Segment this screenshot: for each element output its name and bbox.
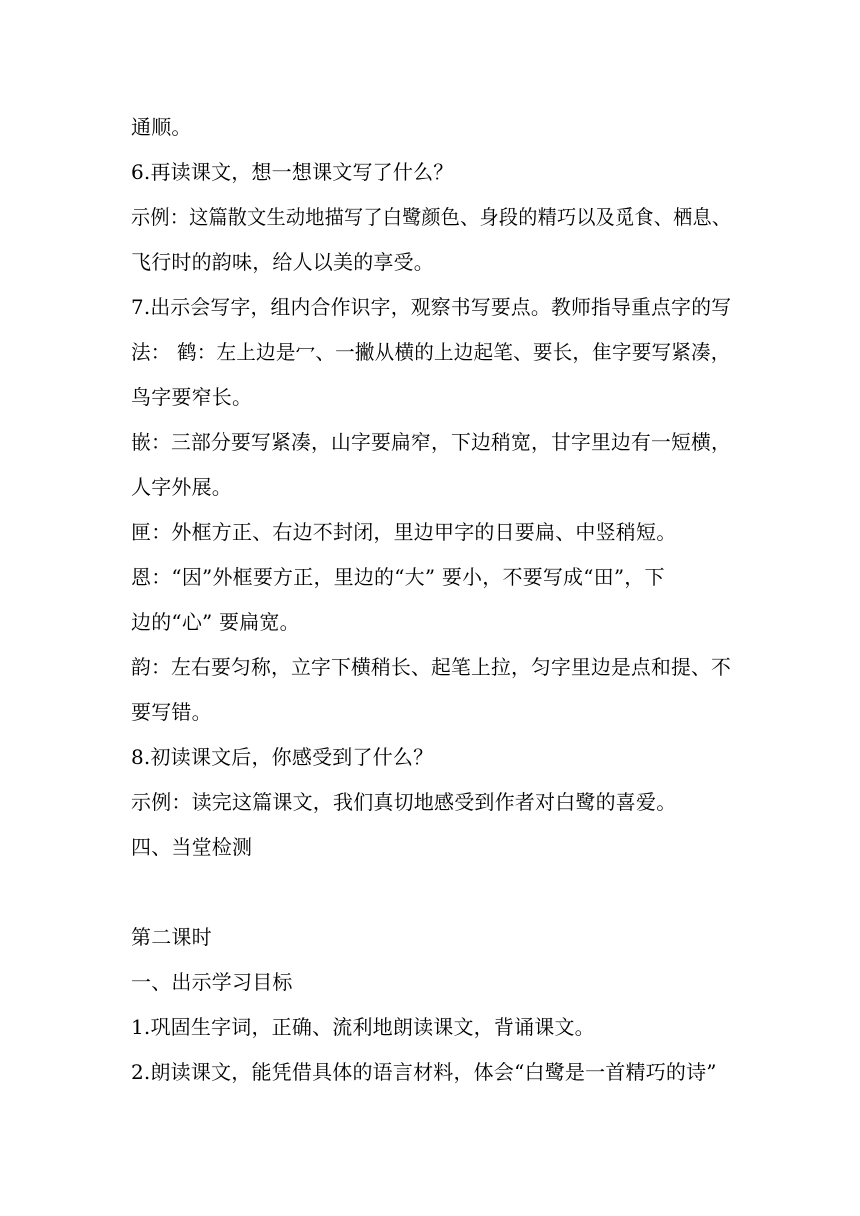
- text-line: 1.巩固生字词，正确、流利地朗读课文，背诵课文。: [131, 1015, 595, 1039]
- text-line: 匣：外框方正、右边不封闭，里边甲字的日要扁、中竖稍短。: [131, 520, 677, 544]
- text-line: 边的“心” 要扁宽。: [131, 610, 300, 634]
- text-line: 6.再读课文，想一想课文写了什么？: [131, 160, 454, 184]
- text-line: 韵：左右要匀称，立字下横稍长、起笔上拉，匀字里边是点和提、不: [131, 655, 732, 679]
- text-line: 示例：这篇散文生动地描写了白鹭颜色、身段的精巧以及觅食、栖息、: [131, 205, 732, 229]
- text-line: 要写错。: [131, 700, 212, 724]
- text-line: 7.出示会写字，组内合作识字，观察书写要点。教师指导重点字的写: [131, 295, 732, 319]
- text-line: 人字外展。: [131, 475, 232, 499]
- text-line: 恩：“因”外框要方正，里边的“大” 要小，不要写成“田”，下: [131, 565, 665, 589]
- text-line: 8.初读课文后，你感受到了什么？: [131, 745, 434, 769]
- section-heading: 一、出示学习目标: [131, 970, 293, 994]
- text-line: 飞行时的韵味，给人以美的享受。: [131, 250, 434, 274]
- text-line: 2.朗读课文，能凭借具体的语言材料，体会“白鹭是一首精巧的诗”: [131, 1060, 717, 1084]
- text-line: 鸟字要窄长。: [131, 385, 253, 409]
- text-line: 通顺。: [131, 115, 192, 139]
- text-line: 嵌：三部分要写紧凑，山字要扁窄，下边稍宽，甘字里边有一短横，: [131, 430, 732, 454]
- section-heading: 四、当堂检测: [131, 835, 253, 859]
- lesson-heading: 第二课时: [131, 925, 212, 949]
- text-line: 法： 鹤：左上边是冖、一撇从横的上边起笔、要长，隹字要写紧凑，: [131, 340, 731, 364]
- text-line: 示例：读完这篇课文，我们真切地感受到作者对白鹭的喜爱。: [131, 790, 677, 814]
